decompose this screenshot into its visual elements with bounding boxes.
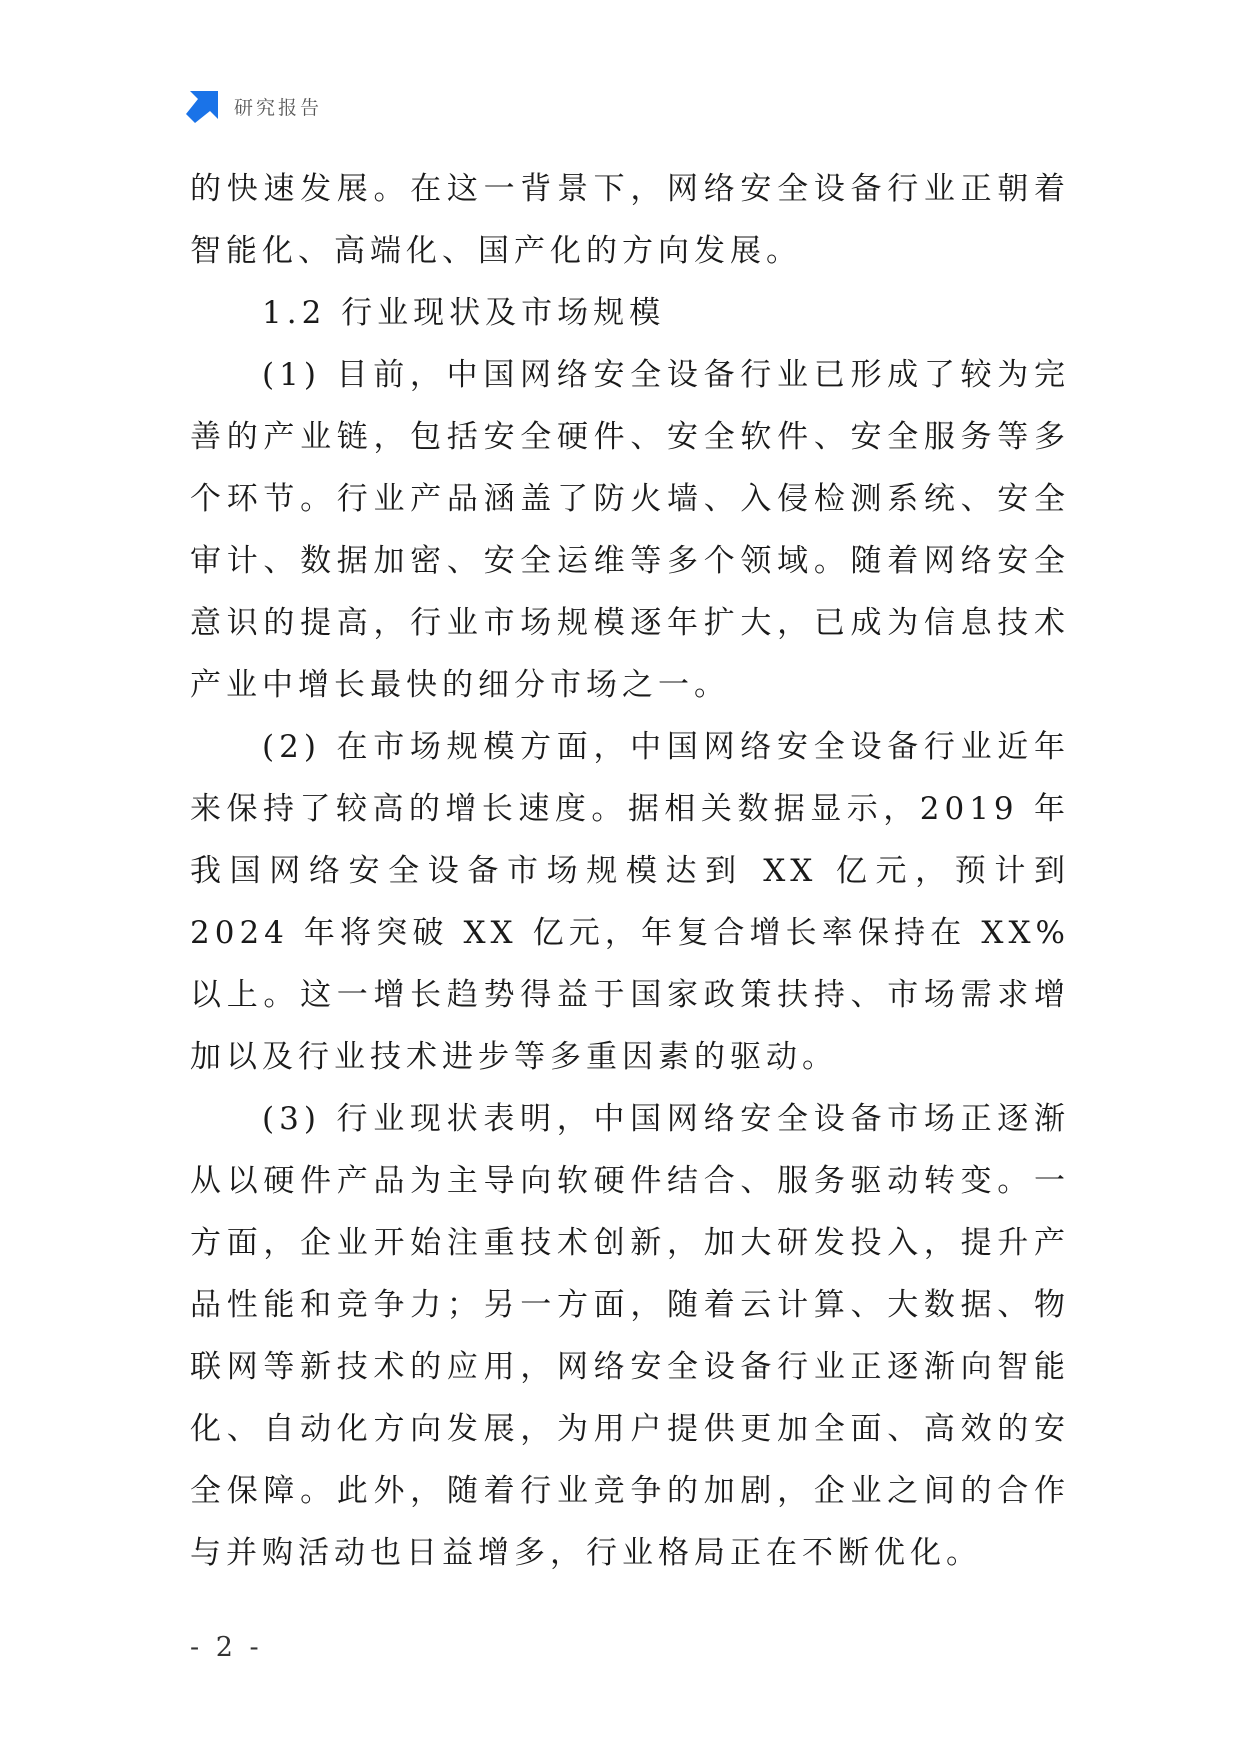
paragraph-2: (2) 在市场规模方面，中国网络安全设备行业近年来保持了较高的增长速度。据相关数据显示，2019 年我国网络安全设备市场规模达到 XX 亿元，预计到 2024 年将突破 XX 亿元，年复合增长率保持在 XX%以上。这一增长趋势得益于国家政策扶持、市场需求增加以及行业技术进步等多重因素的驱动。 [190,729,1070,1075]
header-title: 研究报告 [234,96,323,119]
paragraph-3: (3) 行业现状表明，中国网络安全设备市场正逐渐从以硬件产品为主导向软硬件结合、服务驱动转变。一方面，企业开始注重技术创新，加大研发投入，提升产品性能和竞争力；另一方面，随着云计算、大数据、物联网等新技术的应用，网络安全设备行业正逐渐向智能化、自动化方向发展，为用户提供更加全面、高效的安全保障。此外，随着行业竞争的加剧，企业之间的合作与并购活动也日益增多，行业格局正在不断优化。 [190,1101,1070,1571]
page-header [186,88,322,124]
section-heading: 1.2 行业现状及市场规模 [262,295,666,331]
page-number: - 2 - [190,1632,263,1663]
arrow-logo-icon [186,89,220,123]
document-body [190,158,1070,1584]
paragraph-1: (1) 目前，中国网络安全设备行业已形成了较为完善的产业链，包括安全硬件、安全软件、安全服务等多个环节。行业产品涵盖了防火墙、入侵检测系统、安全审计、数据加密、安全运维等多个领域。随着网络安全意识的提高，行业市场规模逐年扩大，已成为信息技术产业中增长最快的细分市场之一。 [190,357,1070,703]
paragraph-continuation: 的快速发展。在这一背景下，网络安全设备行业正朝着智能化、高端化、国产化的方向发展。 [190,171,1070,269]
